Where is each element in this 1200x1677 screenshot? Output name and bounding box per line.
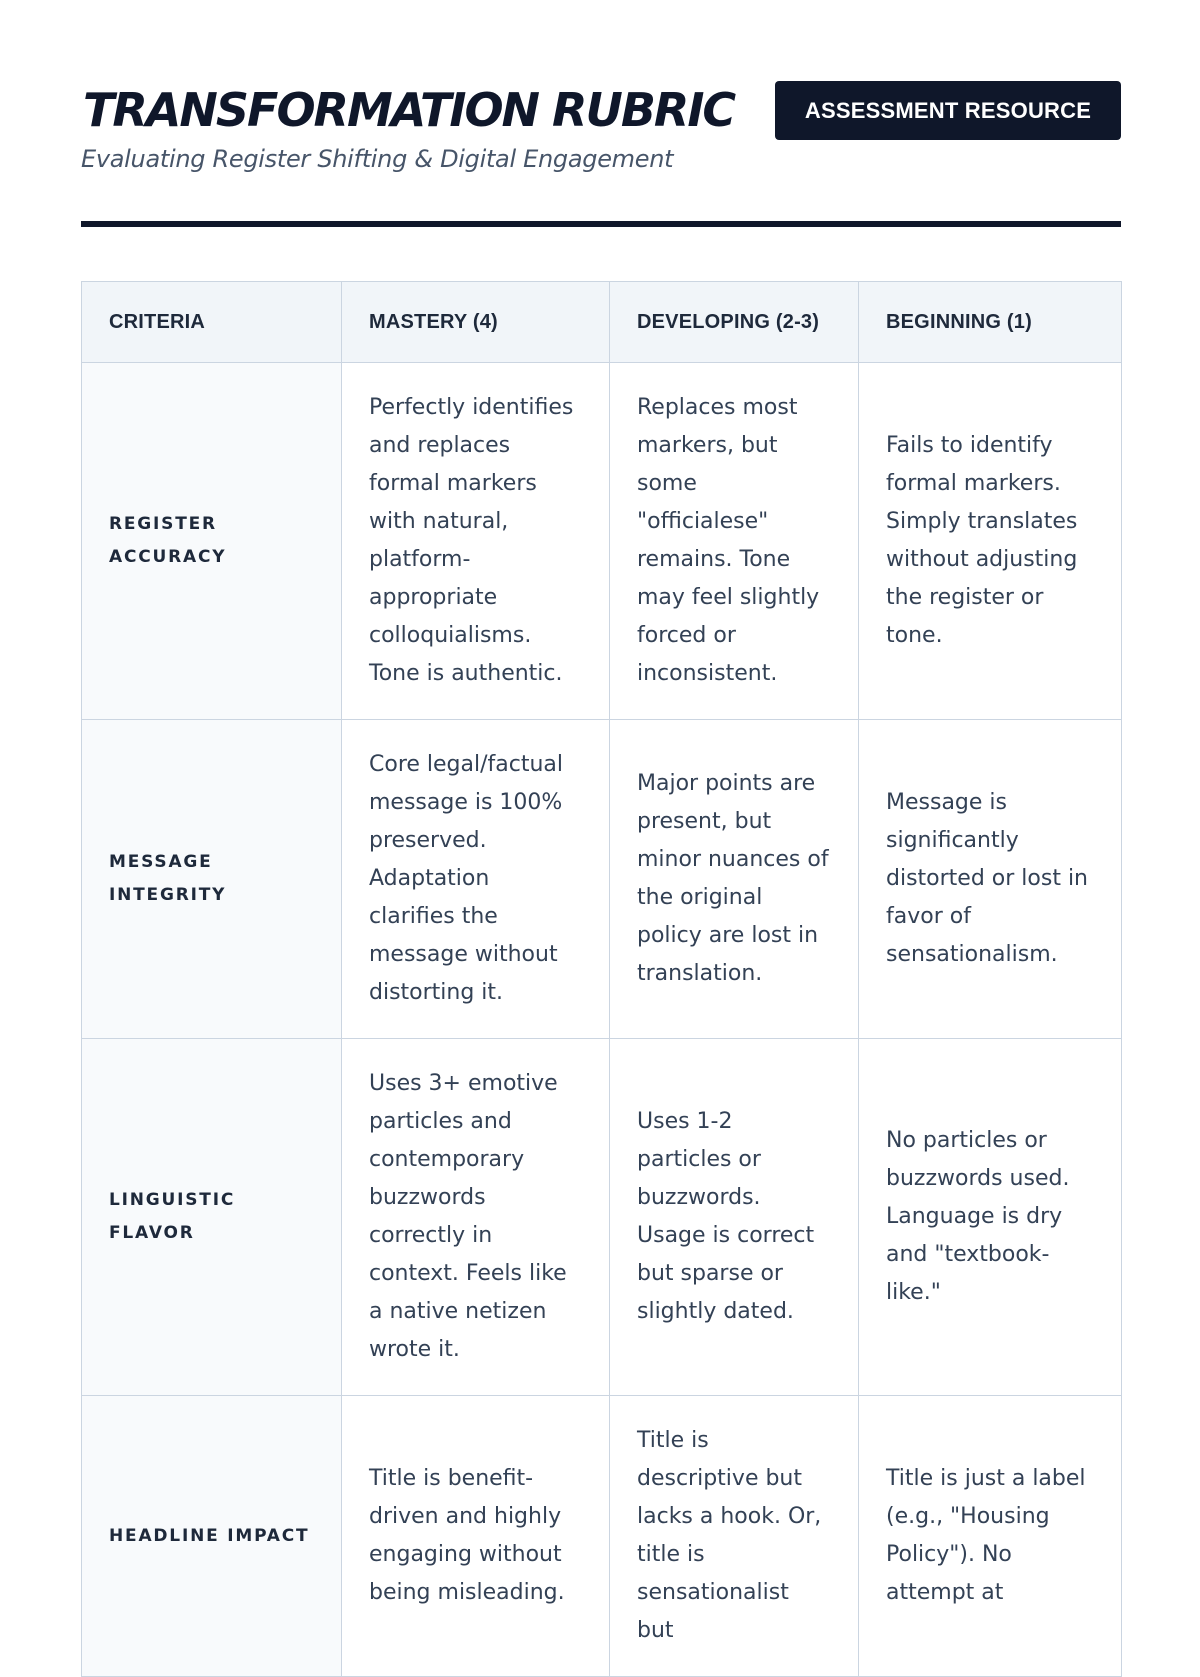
table-header-row xyxy=(82,282,1122,363)
beginning-cell: No particles or buzzwords used. Language is dry and "textbook-like." xyxy=(859,1039,1122,1396)
developing-cell: Major points are present, but minor nuances of the original policy are lost in translation. xyxy=(610,720,859,1039)
beginning-cell: Message is significantly distorted or lost in favor of sensationalism. xyxy=(859,720,1122,1039)
header-divider xyxy=(81,221,1121,227)
table-row xyxy=(82,363,1122,720)
page-subtitle: Evaluating Register Shifting & Digital Engagement xyxy=(81,145,674,173)
developing-cell: Replaces most markers, but some "officialese" remains. Tone may feel slightly forced or inconsistent. xyxy=(610,363,859,720)
mastery-cell: Title is benefit-driven and highly engaging without being misleading. xyxy=(342,1396,610,1677)
beginning-cell: Fails to identify formal markers. Simply translates without adjusting the register or tone. xyxy=(859,363,1122,720)
rubric-page xyxy=(81,0,1121,1643)
developing-cell: Uses 1-2 particles or buzzwords. Usage is correct but sparse or slightly dated. xyxy=(610,1039,859,1396)
criteria-cell: REGISTER ACCURACY xyxy=(82,363,342,720)
beginning-cell: Title is just a label (e.g., "Housing Policy"). No attempt at xyxy=(859,1396,1122,1677)
table-row xyxy=(82,720,1122,1039)
column-header-mastery: MASTERY (4) xyxy=(342,282,610,363)
rubric-table xyxy=(81,281,1122,1677)
developing-cell: Title is descriptive but lacks a hook. Or, title is sensationalist but xyxy=(610,1396,859,1677)
page-header xyxy=(81,0,1121,226)
column-header-developing: DEVELOPING (2-3) xyxy=(610,282,859,363)
criteria-cell: HEADLINE IMPACT xyxy=(82,1396,342,1677)
mastery-cell: Core legal/factual message is 100% preserved. Adaptation clarifies the message without distorting it. xyxy=(342,720,610,1039)
mastery-cell: Perfectly identifies and replaces formal markers with natural, platform-appropriate colloquialisms. Tone is authentic. xyxy=(342,363,610,720)
assessment-resource-badge: ASSESSMENT RESOURCE xyxy=(775,81,1121,140)
mastery-cell: Uses 3+ emotive particles and contemporary buzzwords correctly in context. Feels like a native netizen wrote it. xyxy=(342,1039,610,1396)
criteria-cell: LINGUISTIC FLAVOR xyxy=(82,1039,342,1396)
table-row xyxy=(82,1039,1122,1396)
column-header-beginning: BEGINNING (1) xyxy=(859,282,1122,363)
page-title: TRANSFORMATION RUBRIC xyxy=(83,83,735,137)
criteria-cell: MESSAGE INTEGRITY xyxy=(82,720,342,1039)
column-header-criteria: CRITERIA xyxy=(82,282,342,363)
table-row xyxy=(82,1396,1122,1677)
